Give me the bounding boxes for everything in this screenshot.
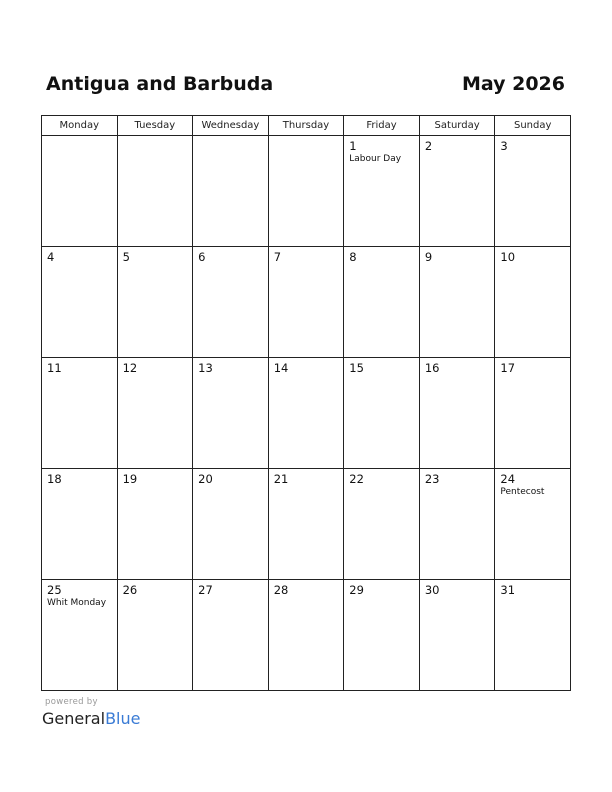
day-cell [344, 247, 420, 358]
day-cell [268, 469, 344, 580]
day-cell [268, 580, 344, 691]
day-cell [117, 358, 193, 469]
powered-by-label: powered by [45, 697, 98, 707]
day-number: 14 [273, 361, 289, 375]
logo-text-general: General [42, 709, 106, 728]
footer-branding [42, 697, 162, 729]
day-cell [117, 580, 193, 691]
day-number: 12 [122, 361, 138, 375]
day-number: 16 [424, 361, 440, 375]
day-cell [495, 580, 571, 691]
calendar-month-title: May 2026 [461, 73, 565, 95]
day-cell [193, 358, 269, 469]
day-number: 6 [198, 250, 206, 264]
day-number: 24 [500, 472, 516, 486]
week-row [42, 358, 571, 469]
day-cell [419, 247, 495, 358]
weekday-header: Monday [42, 116, 118, 136]
day-cell [419, 136, 495, 247]
day-number: 1 [349, 139, 357, 153]
day-number: 28 [273, 583, 289, 597]
day-cell [42, 469, 118, 580]
week-row [42, 136, 571, 247]
weekday-header: Thursday [268, 116, 344, 136]
day-number: 15 [349, 361, 364, 375]
day-number [42, 136, 117, 139]
generalblue-logo [42, 709, 162, 729]
day-number: 19 [122, 472, 138, 486]
day-cell [344, 580, 420, 691]
day-number: 3 [500, 139, 508, 153]
day-cell [344, 136, 420, 247]
day-number: 10 [500, 250, 516, 264]
day-number: 9 [424, 250, 433, 264]
day-number: 13 [198, 361, 213, 375]
week-row [42, 247, 571, 358]
day-number: 29 [349, 583, 364, 597]
day-number: 26 [122, 583, 138, 597]
day-number: 30 [424, 583, 440, 597]
weekday-header: Sunday [495, 116, 571, 136]
day-cell [495, 469, 571, 580]
day-cell [495, 247, 571, 358]
week-row [42, 580, 571, 691]
day-cell [42, 247, 118, 358]
calendar-grid [41, 115, 571, 691]
day-cell [42, 358, 118, 469]
holiday-label: Labour Day [349, 154, 402, 164]
day-number: 18 [47, 472, 62, 486]
day-number: 31 [500, 583, 516, 597]
weekday-header: Wednesday [193, 116, 269, 136]
day-cell [193, 247, 269, 358]
day-number: 25 [47, 583, 62, 597]
day-number: 4 [47, 250, 55, 264]
day-number: 11 [47, 361, 62, 375]
day-cell [344, 358, 420, 469]
day-cell [193, 580, 269, 691]
day-cell [419, 580, 495, 691]
day-cell [42, 580, 118, 691]
weekday-header: Friday [344, 116, 420, 136]
day-cell [495, 136, 571, 247]
day-number: 27 [198, 583, 213, 597]
day-cell [268, 136, 344, 247]
day-number: 5 [122, 250, 130, 264]
day-cell [193, 469, 269, 580]
day-cell [268, 247, 344, 358]
logo-text-blue: Blue [105, 709, 141, 728]
day-number: 20 [198, 472, 213, 486]
day-cell [419, 358, 495, 469]
day-cell [344, 469, 420, 580]
day-cell [268, 358, 344, 469]
weekday-header: Saturday [419, 116, 495, 136]
day-number: 2 [424, 139, 433, 153]
day-number: 8 [349, 250, 357, 264]
day-number: 23 [424, 472, 440, 486]
day-number: 22 [349, 472, 364, 486]
weekday-header-row [42, 116, 571, 136]
day-cell [117, 469, 193, 580]
day-cell [117, 247, 193, 358]
day-number: 21 [273, 472, 289, 486]
holiday-label: Pentecost [500, 487, 545, 497]
day-cell [419, 469, 495, 580]
calendar-country-title: Antigua and Barbuda [46, 73, 274, 95]
holiday-label: Whit Monday [47, 598, 107, 608]
day-cell [193, 136, 269, 247]
day-number [269, 136, 344, 139]
day-cell [117, 136, 193, 247]
day-number [193, 136, 268, 139]
day-cell [42, 136, 118, 247]
week-row [42, 469, 571, 580]
day-number [118, 136, 193, 139]
weekday-header: Tuesday [117, 116, 193, 136]
day-cell [495, 358, 571, 469]
day-number: 17 [500, 361, 516, 375]
day-number: 7 [273, 250, 282, 264]
